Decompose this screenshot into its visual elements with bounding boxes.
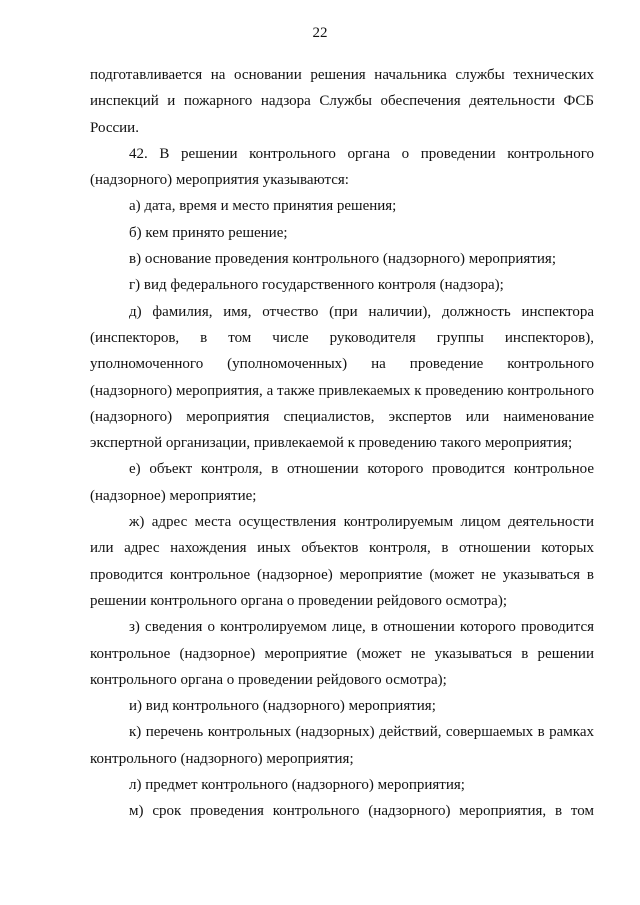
paragraph-item-k: к) перечень контрольных (надзорных) действий, совершаемых в рамках контрольного (надзорного) мероприятия; [90,724,594,767]
paragraph-item-g: г) вид федерального государственного контроля (надзора); [129,277,504,294]
paragraph-item-d: д) фамилия, имя, отчество (при наличии), должность инспектора (инспекторов, в том числе руководителя группы инспекторов), уполномоченного (уполномоченных) на проведение контрольного (надзорного) мероприятия, а также привлекаемых к проведению контрольного (надзорного) мероприятия специалистов, экспертов или наименование экспертной организации, привлекаемой к проведению такого мероприятия; [90,303,594,452]
paragraph-item-z: з) сведения о контролируемом лице, в отношении которого проводится контрольное (надзорное) мероприятие (может не указываться в решении контрольного органа о проведении рейдового осмотра); [90,619,594,688]
document-body [90,62,594,825]
paragraph-item-zh: ж) адрес места осуществления контролируемым лицом деятельности или адрес нахождения иных объектов контроля, в отношении которых проводится контрольное (надзорное) мероприятие (может не указываться в решении контрольного органа о проведении рейдового осмотра); [90,514,594,609]
paragraph-item-m: м) срок проведения контрольного (надзорного) мероприятия, в том [129,803,594,820]
paragraph-item-i: и) вид контрольного (надзорного) мероприятия; [129,698,436,715]
paragraph-clause-42: 42. В решении контрольного органа о проведении контрольного (надзорного) мероприятия указываются: [90,145,594,189]
paragraph-item-l: л) предмет контрольного (надзорного) мероприятия; [129,777,465,794]
paragraph-item-b: б) кем принято решение; [129,224,288,241]
paragraph-item-a: а) дата, время и место принятия решения; [129,198,397,215]
paragraph-continuation: подготавливается на основании решения начальника службы технических инспекций и пожарного надзора Службы обеспечения деятельности ФСБ России. [90,67,594,136]
paragraph-item-v: в) основание проведения контрольного (надзорного) мероприятия; [129,251,556,268]
page-number: 22 [312,25,328,41]
paragraph-item-e: е) объект контроля, в отношении которого проводится контрольное (надзорное) мероприятие; [90,461,594,504]
